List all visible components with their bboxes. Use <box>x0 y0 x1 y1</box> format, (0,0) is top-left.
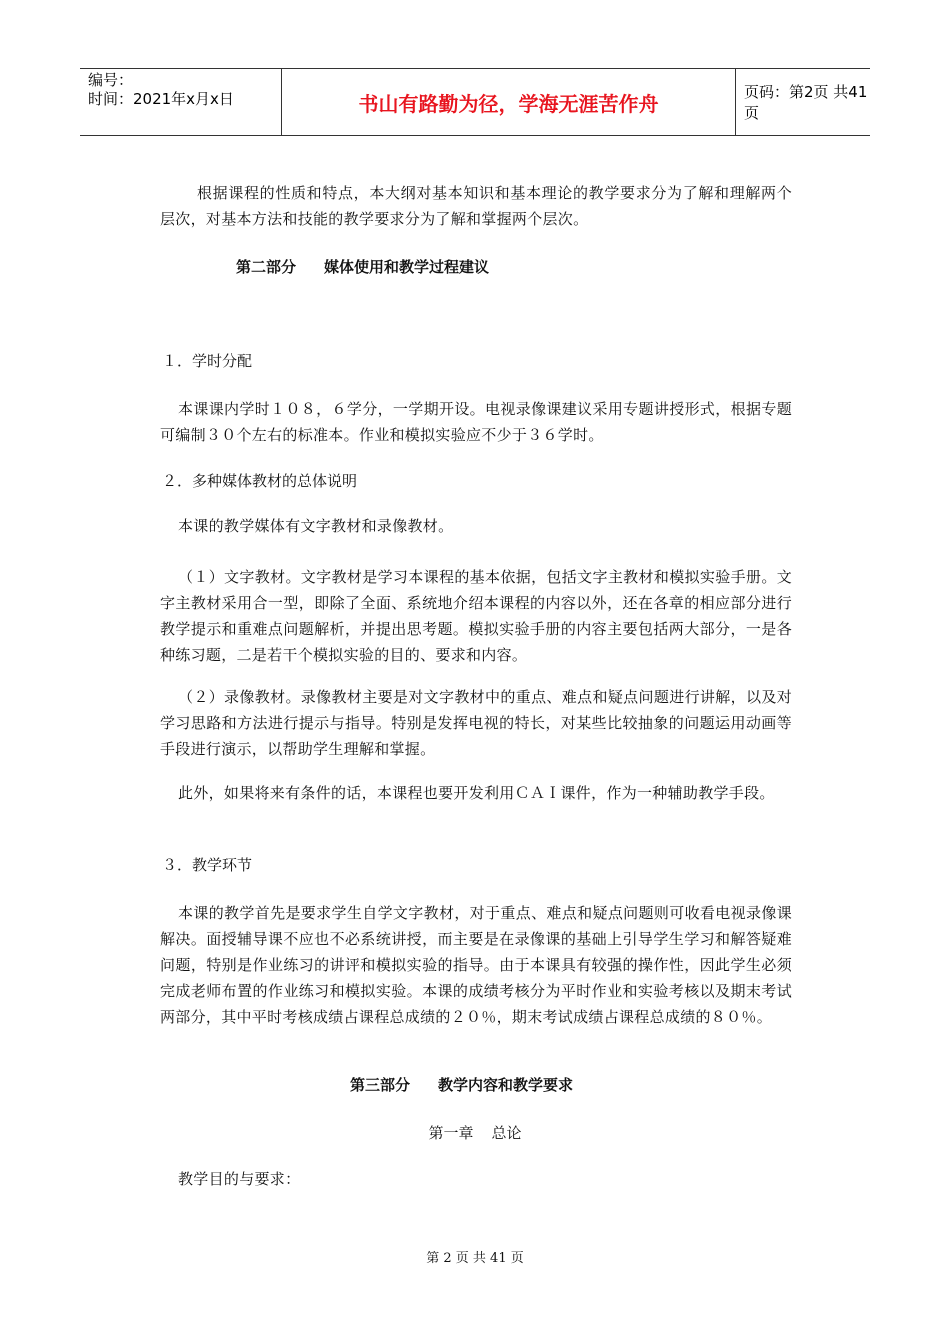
chapter-heading <box>0 1122 950 1143</box>
part2-subtitle: 媒体使用和教学过程建议 <box>324 258 490 276</box>
part3-heading <box>350 1074 573 1095</box>
serial-label: 编号： <box>88 71 134 89</box>
chapter-title: 第一章 <box>428 1124 474 1142</box>
section-2-paragraph-4: 此外，如果将来有条件的话，本课程也要开发利用ＣＡＩ课件，作为一种辅助教学手段。 <box>178 784 775 802</box>
part2-heading <box>236 256 489 277</box>
section-2-paragraph-2: （１）文字教材。文字教材是学习本课程的基本依据，包括文字主教材和模拟实验手册。文字主教材采用合一型，即除了全面、系统地介绍本课程的内容以外，还在各章的相应部分进行教学提示和重难点问题解析，并提出思考题。模拟实验手册的内容主要包括两大部分，一是各种练习题，二是若干个模拟实验的目的、要求和内容。 <box>160 568 792 664</box>
chapter-subtitle: 总论 <box>491 1124 522 1142</box>
section-3-body: 本课的教学首先是要求学生自学文字教材，对于重点、难点和疑点问题则可收看电视录像课解决。面授辅导课不应也不必系统讲授，而主要是在录像课的基础上引导学生学习和解答疑难问题，特别是作业练习的讲评和模拟实验的指导。由于本课具有较强的操作性，因此学生必须完成老师布置的作业练习和模拟实验。本课的成绩考核分为平时作业和实验考核以及期末考试两部分，其中平时考核成绩占课程总成绩的２０％，期末考试成绩占课程总成绩的８０％。 <box>160 904 792 1026</box>
section-1-title: １．学时分配 <box>162 352 253 370</box>
part2-title: 第二部分 <box>236 258 297 276</box>
time-label: 时间：2021年x月x日 <box>88 90 234 108</box>
section-2-paragraph-1: 本课的教学媒体有文字教材和录像教材。 <box>178 517 454 535</box>
header-motto: 书山有路勤为径，学海无涯苦作舟 <box>281 69 736 135</box>
section-2-title: ２．多种媒体教材的总体说明 <box>162 472 358 490</box>
section-1-body: 本课课内学时１０８，６学分，一学期开设。电视录像课建议采用专题讲授形式，根据专题可编制３０个左右的标准本。作业和模拟实验应不少于３６学时。 <box>160 400 792 444</box>
page-footer: 第 2 页 共 41 页 <box>426 1251 524 1266</box>
page-header <box>80 68 870 136</box>
part3-subtitle: 教学内容和教学要求 <box>438 1076 574 1094</box>
header-page-info: 页码：第2页 共41页 <box>744 83 868 122</box>
intro-paragraph: 根据课程的性质和特点，本大纲对基本知识和基本理论的教学要求分为了解和理解两个层次，对基本方法和技能的教学要求分为了解和掌握两个层次。 <box>160 184 792 228</box>
header-meta <box>80 69 281 135</box>
section-2-paragraph-3: （２）录像教材。录像教材主要是对文字教材中的重点、难点和疑点问题进行讲解，以及对学习思路和方法进行提示与指导。特别是发挥电视的特长，对某些比较抽象的问题运用动画等手段进行演示，以帮助学生理解和掌握。 <box>160 688 792 758</box>
part3-title: 第三部分 <box>350 1076 411 1094</box>
section-3-title: ３．教学环节 <box>162 856 253 874</box>
objective-label: 教学目的与要求： <box>178 1170 301 1188</box>
